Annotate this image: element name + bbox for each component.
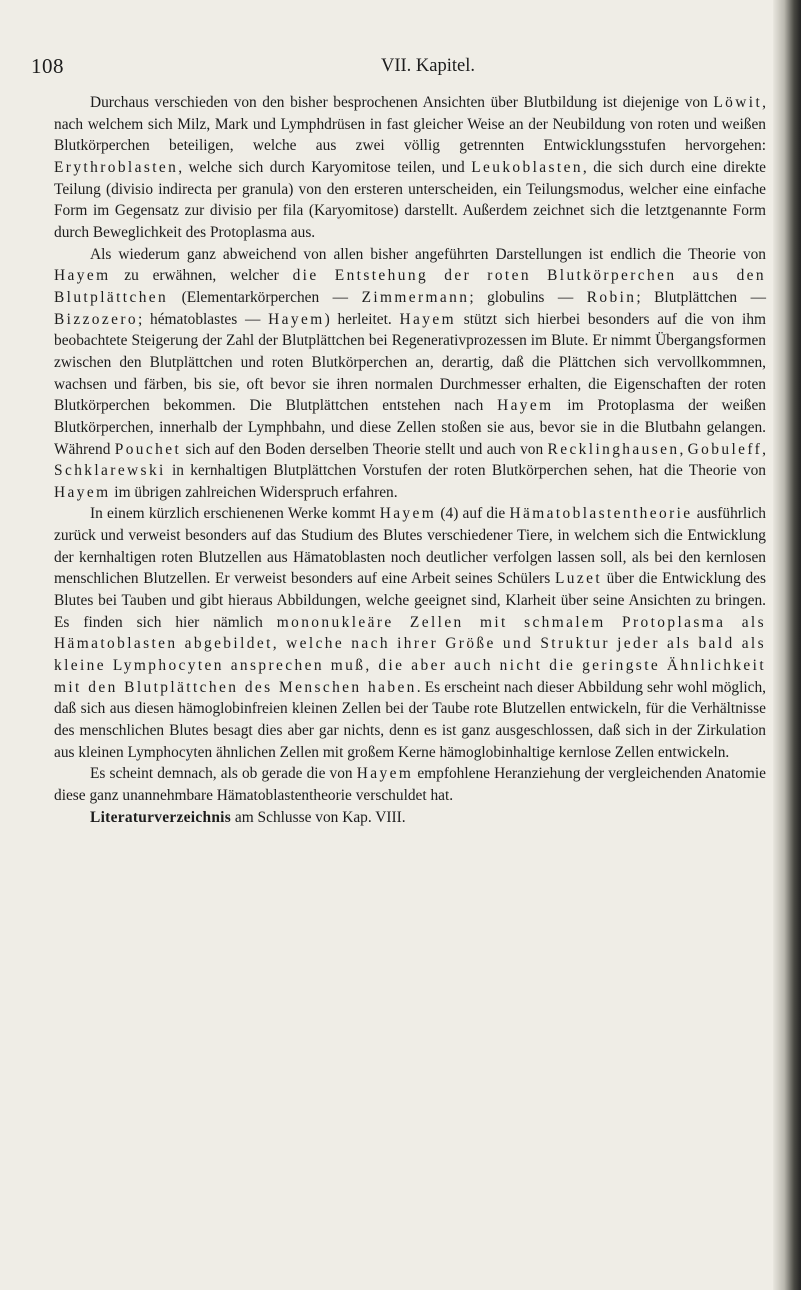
author-name: Gobuleff (687, 440, 763, 458)
text-span: (Elementarkörperchen — (168, 288, 362, 306)
author-name: Hayem (268, 310, 325, 328)
spaced-term: die Entstehung der roten Blutkörperchen aus den Blutplättchen (54, 267, 766, 306)
literature-text: am Schlusse von Kap. VIII. (231, 808, 406, 826)
text-span: sich auf den Boden derselben Theorie stellt und auch von (181, 440, 548, 458)
text-span: In einem kürzlich erschienenen Werke kommt (90, 505, 380, 523)
author-name: Hayem (497, 397, 554, 415)
text-span: ausführlich zurück und verweist besonders auf das Studium des Blutes verschiedener Tiere, in welchem sich die Entwicklung der kernhaltigen roten Blutzellen aus Hämatoblasten noch deutlicher verfolgen lassen soll, als bei den kernlosen menschlichen Blutzellen. Er verweist besonders auf eine Arbeit seines Schülers (54, 505, 766, 588)
paragraph-4 (54, 763, 766, 806)
author-name: Hayem (399, 310, 456, 328)
body-text (54, 92, 766, 828)
author-name: Hayem (379, 505, 437, 523)
author-name: Zimmermann (361, 288, 470, 306)
text-span: Als wiederum ganz abweichend von allen bisher angeführten Darstellungen ist endlich die Theorie von (90, 245, 766, 263)
page-binding-shadow (773, 0, 801, 1290)
author-name: Hayem (54, 267, 111, 285)
text-span: ) herleitet. (324, 310, 400, 328)
text-span: Durchaus verschieden von den bisher besprochenen Ansichten über Blutbildung ist diejenige von (90, 94, 714, 111)
running-head: VII. Kapitel. (381, 56, 476, 76)
spaced-term: Erythroblasten (54, 158, 179, 176)
text-span: Es scheint demnach, als ob gerade die von (90, 765, 357, 783)
author-name: Recklinghausen (547, 440, 680, 458)
text-span: im übrigen zahlreichen Widerspruch erfahren. (110, 483, 398, 501)
literature-note (54, 807, 766, 829)
author-name: Luzet (554, 570, 603, 588)
text-span: , die sich durch eine direkte Teilung (divisio indirecta per granula) von den ersteren unterscheiden, ein Teilungsmodus, welcher eine einfache Form im Gegensatz zur divisio per fila (Karyomitose) darstellt. Außerdem zeichnet sich die letztgenannte Form durch Beweglichkeit des Protoplasma aus. (54, 158, 766, 241)
author-name: Bizzozero (54, 310, 138, 328)
text-span: empfohlene Heranziehung der vergleichenden Anatomie diese ganz unannehmbare Hämatoblastentheorie verschuldet hat. (54, 765, 766, 804)
text-span: , welche sich durch Karyomitose teilen, und (178, 158, 472, 176)
page-header (0, 52, 801, 82)
text-span: ; hématoblastes — (137, 310, 269, 328)
spaced-term: Hämatoblastentheorie (509, 505, 693, 523)
author-name: Hayem (356, 765, 414, 783)
page-number: 108 (31, 54, 64, 78)
text-span: zu erwähnen, welcher (110, 267, 293, 285)
text-span: , (762, 440, 766, 458)
text-span: . Es erscheint nach dieser Abbildung sehr wohl möglich, daß sich aus diesen hämoglobinfreien kleinen Zellen bei der Taube rote Blutzellen entwickeln, für die Verhältnisse des menschlichen Blutes besagt dies aber gar nichts, denn es ist ganz ausgeschlossen, daß sich in der Zirkulation aus kleinen Lymphocyten ähnlichen Zellen mit großem Kerne hämoglobinhaltige kernlose Zellen entwickeln. (54, 678, 767, 761)
text-span: (4) auf die (436, 505, 510, 523)
paragraph-2 (54, 244, 766, 504)
author-name: Pouchet (114, 440, 182, 458)
text-span: stützt sich hierbei besonders auf die von ihm beobachtete Steigerung der Zahl der Blutplättchen bei Regenerativprozessen im Blute. Er nimmt Übergangsformen zwischen den Blutplättchen und roten Blutkörperchen an, derartig, daß die Plättchen sich vervollkommnen, wachsen und färben, bis sie, oft bevor sie ihren normalen Durchmesser erhalten, die Eigenschaften der roten Blutkörperchen bekommen. Die Blutplättchen entstehen nach (54, 310, 766, 415)
paragraph-3 (54, 503, 766, 763)
paragraph-1 (54, 92, 766, 244)
spaced-term: mononukleäre Zellen mit schmalem Protoplasma als Hämatoblasten abgebildet, welche nach ihrer Größe und Struktur jeder als bald als kleine Lymphocyten ansprechen muß, die aber auch nicht die geringste Ähnlichkeit mit den Blutplättchen des Menschen haben (54, 613, 766, 696)
text-span: über die Entwicklung des Blutes bei Tauben und gibt hieraus Abbildungen, welche geeignet sind, Klarheit über seine Ansichten zu bringen. Es finden sich hier nämlich (54, 570, 766, 631)
text-span: ; globulins — (469, 288, 587, 306)
author-name: Hayem (54, 483, 111, 501)
text-span: ; Blutplättchen — (636, 288, 766, 306)
author-name: Schklarewski (54, 462, 166, 480)
author-name: Robin (586, 288, 637, 306)
author-name: Löwit (713, 94, 763, 111)
text-span: in kernhaltigen Blutplättchen Vorstufen der roten Blutkörperchen sehen, hat die Theorie von (165, 462, 766, 480)
text-span: , (679, 440, 688, 458)
text-span: , nach welchem sich Milz, Mark und Lymphdrüsen in fast gleicher Weise an der Neubildung von roten und weißen Blutkörperchen beteiligen, welche aus zwei völlig getrennten Entwicklungsstufen hervorgehen: (54, 94, 766, 155)
literature-label: Literaturverzeichnis (90, 808, 232, 826)
text-span: im Protoplasma der weißen Blutkörperchen, innerhalb der Lymphbahn, und diese Zellen stoßen sie aus, bevor sie in die Blutbahn gelangen. Während (54, 397, 766, 458)
spaced-term: Leukoblasten (471, 158, 583, 176)
